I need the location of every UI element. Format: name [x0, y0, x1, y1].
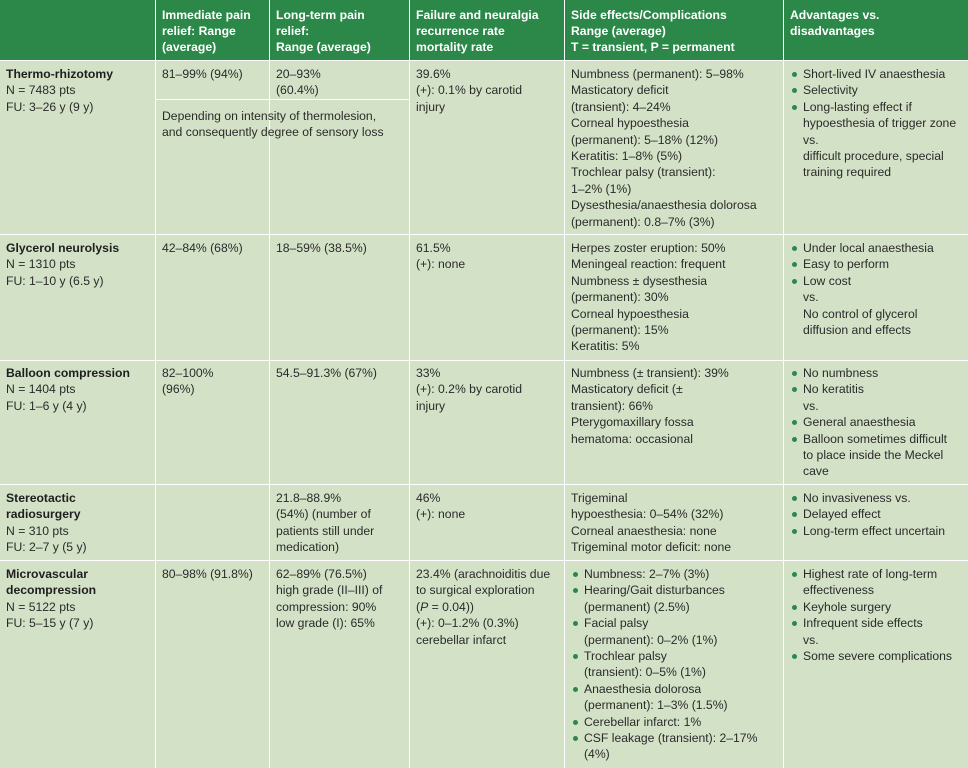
cell-thermolesion-note: Depending on intensity of thermolesion, and consequently degree of sensory loss: [162, 109, 384, 140]
list-item: Numbness: 2–7% (3%): [571, 566, 777, 582]
cell-longterm: 54.5–91.3% (67%): [276, 366, 377, 380]
cell-longterm: 20–93% (60.4%): [276, 67, 321, 98]
cell-side-effects: Herpes zoster eruption: 50% Meningeal reaction: frequent Numbness ± dysesthesia (permanent): 30% Corneal hypoesthesia (permanent): 15% Keratitis: 5%: [571, 241, 726, 354]
cell-immediate: 42–84% (68%): [162, 241, 243, 255]
list-item: Cerebellar infarct: 1%: [571, 714, 777, 730]
cell-failure: 46% (+): none: [416, 491, 466, 522]
cell-advantages: [786, 365, 968, 480]
list-item: Long-term effect uncertain: [790, 523, 964, 539]
cell-failure: 61.5% (+): none: [416, 241, 466, 272]
list-item: Delayed effect: [790, 506, 964, 522]
grid-line: [409, 0, 410, 768]
list-item: Short-lived IV anaesthesia: [790, 66, 964, 82]
list-item: Low cost: [790, 273, 964, 289]
list-item: Long-lasting effect if hypoesthesia of trigger zone vs. difficult procedure, special training required: [790, 99, 964, 181]
list-item: No keratitis: [790, 381, 964, 397]
cell-advantages: [786, 240, 968, 338]
cell-longterm: 62–89% (76.5%) high grade (II–III) of compression: 90% low grade (I): 65%: [276, 567, 383, 631]
header-side-effects: Side effects/Complications Range (average) T = transient, P = permanent: [571, 8, 735, 54]
list-item: vs. No control of glycerol diffusion and effects: [803, 290, 918, 338]
list-item: Balloon sometimes difficult to place inside the Meckel cave: [790, 431, 964, 480]
cell-side-effects: Trigeminal hypoesthesia: 0–54% (32%) Corneal anaesthesia: none Trigeminal motor deficit: none: [571, 491, 732, 555]
row-label-glycerol-neurolysis: Glycerol neurolysis N = 1310 pts FU: 1–10 y (6.5 y): [6, 241, 120, 288]
list-item: CSF leakage (transient): 2–17% (4%): [571, 730, 777, 763]
list-item: Keyhole surgery: [790, 599, 964, 615]
cell-advantages: [786, 490, 968, 539]
grid-line: [0, 234, 968, 235]
grid-line: [155, 0, 156, 768]
cell-side-effects: [567, 566, 781, 763]
row-label-stereotactic-radiosurgery: Stereotactic radiosurgery N = 310 pts FU: 2–7 y (5 y): [6, 491, 87, 555]
list-item: Under local anaesthesia: [790, 240, 964, 256]
header-immediate: Immediate pain relief: Range (average): [162, 8, 251, 54]
grid-line: [0, 60, 968, 61]
grid-line: [0, 560, 968, 561]
cell-advantages: [786, 566, 968, 664]
grid-line: [0, 484, 968, 485]
list-item: No numbness: [790, 365, 964, 381]
cell-failure: 33% (+): 0.2% by carotid injury: [416, 366, 523, 413]
header-longterm: Long-term pain relief: Range (average): [276, 8, 371, 54]
cell-failure: 39.6% (+): 0.1% by carotid injury: [416, 67, 523, 114]
cell-immediate: 81–99% (94%): [162, 67, 243, 81]
header-advantages: Advantages vs. disadvantages: [790, 8, 880, 38]
list-item: Selectivity: [790, 82, 964, 98]
list-item: Highest rate of long-term effectiveness: [790, 566, 964, 599]
grid-line: [0, 360, 968, 361]
cell-immediate: 82–100% (96%): [162, 366, 214, 397]
list-item: Some severe complications: [790, 648, 964, 664]
grid-line: [783, 0, 784, 768]
cell-failure: 23.4% (arachnoiditis due to surgical exploration (P = 0.04)) (+): 0–1.2% (0.3%) cerebellar infarct: [416, 567, 551, 647]
list-item: Facial palsy (permanent): 0–2% (1%): [571, 615, 777, 648]
row-label-microvascular-decompression: Microvascular decompression N = 5122 pts FU: 5–15 y (7 y): [6, 567, 97, 631]
cell-immediate: 80–98% (91.8%): [162, 567, 253, 581]
list-item: Easy to perform: [790, 256, 964, 272]
cell-advantages: [786, 66, 968, 181]
list-item: vs.: [803, 398, 819, 413]
cell-side-effects: Numbness (permanent): 5–98% Masticatory deficit (transient): 4–24% Corneal hypoesthesia (permanent): 5–18% (12%) Keratitis: 1–8% (5%) Trochlear palsy (transient): 1–2% (1%) Dysesthesia/anaesthesia dolorosa (permanent): 0.8–7% (3%): [571, 67, 757, 229]
cell-longterm: 18–59% (38.5%): [276, 241, 367, 255]
cell-side-effects: Numbness (± transient): 39% Masticatory deficit (± transient): 66% Pterygomaxillary fossa hematoma: occasional: [571, 366, 729, 446]
list-item: General anaesthesia: [790, 414, 964, 430]
cell-longterm: 21.8–88.9% (54%) (number of patients still under medication): [276, 491, 375, 555]
list-item: Hearing/Gait disturbances (permanent) (2.5%): [571, 582, 777, 615]
grid-line: [564, 0, 565, 768]
list-item: Anaesthesia dolorosa (permanent): 1–3% (1.5%): [571, 681, 777, 714]
header-failure: Failure and neuralgia recurrence rate mortality rate: [416, 8, 539, 54]
row-label-thermo-rhizotomy: Thermo-rhizotomy N = 7483 pts FU: 3–26 y (9 y): [6, 67, 113, 114]
list-item: No invasiveness vs.: [790, 490, 964, 506]
grid-line: [155, 99, 409, 100]
list-item: vs.: [803, 632, 819, 647]
row-label-balloon-compression: Balloon compression N = 1404 pts FU: 1–6 y (4 y): [6, 366, 130, 413]
list-item: Infrequent side effects: [790, 615, 964, 631]
list-item: Trochlear palsy (transient): 0–5% (1%): [571, 648, 777, 681]
